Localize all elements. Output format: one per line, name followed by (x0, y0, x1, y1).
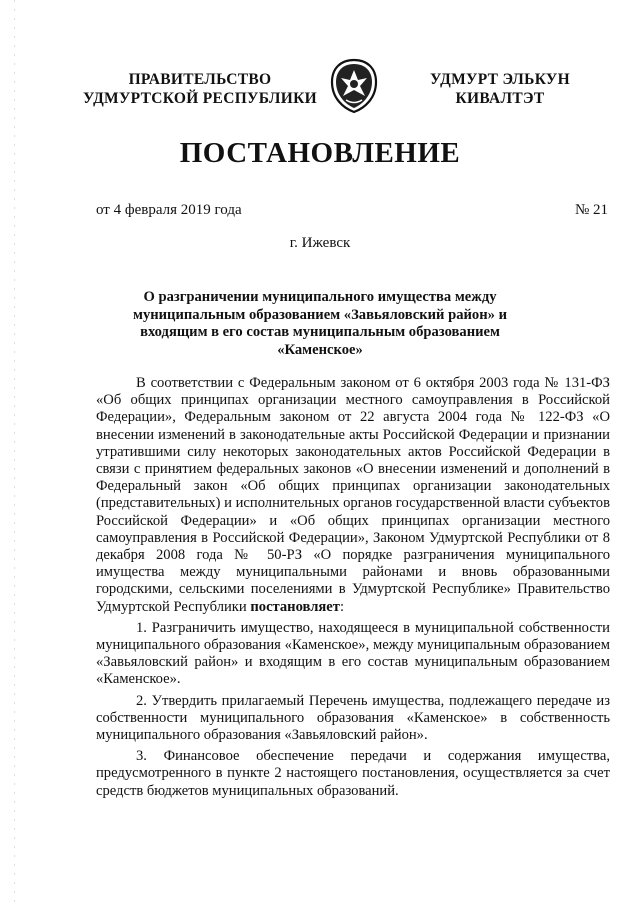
document-number: № 21 (574, 202, 608, 218)
document-date: от 4 февраля 2019 года (96, 202, 242, 218)
document-type-heading: ПОСТАНОВЛЕНИЕ (179, 137, 461, 169)
header-right-block (420, 70, 580, 108)
header-right-line1: УДМУРТ ЭЛЬКУН (430, 71, 570, 88)
item-1-paragraph: 1. Разграничить имущество, находящееся в муниципальной собственности муниципального образования «Каменское», между муниципальным образованием «Завьяловский район» и входящим в его состав муниципальным образованием «Каменское». (96, 619, 610, 688)
resolves-keyword: постановляет (250, 598, 340, 615)
header-left-block (82, 70, 318, 108)
header-left-line2: УДМУРТСКОЙ РЕСПУБЛИКИ (82, 90, 317, 107)
udmurt-coat-of-arms-icon (329, 58, 379, 114)
header-left-line1: ПРАВИТЕЛЬСТВО (128, 71, 272, 88)
document-title: О разграничении муниципального имущества между муниципальным образованием «Завьяловский район» и входящим в его состав муниципальным образованием «Каменское» (133, 289, 507, 358)
preamble-paragraph (96, 375, 610, 616)
document-body (96, 375, 610, 804)
resolves-suffix: : (339, 598, 345, 615)
preamble-text: В соответствии с Федеральным законом от 6 октября 2003 года № 131-ФЗ «Об общих принципах организации местного самоуправления в Российской Федерации», Федеральным законом от 22 августа 2004 года № 122-ФЗ «О внесении изменений в законодательные акты Российской Федерации и признании утратившими силу некоторых законодательных актов Российской Федерации в связи с принятием федеральных законов «О внесении изменений и дополнений в Федеральный закон «Об общих принципах организации законодательных (представительных) и исполнительных органов государственной власти субъектов Российской Федерации» и «Об общих принципах организации местного самоуправления в Российской Федерации», Законом Удмуртской Республики от 8 декабря 2008 года № 50-РЗ «О порядке разграничения муниципального имущества между муниципальными районами и вновь образованными городскими, сельскими поселениями в Удмуртской Республике» Правительство Удмуртской Республики (96, 375, 610, 615)
item-2-paragraph: 2. Утвердить прилагаемый Перечень имущества, подлежащего передаче из собственности муниципального образования «Каменское» в собственность муниципального образования «Завьяловский район». (96, 692, 610, 744)
item-3-paragraph: 3. Финансовое обеспечение передачи и содержания имущества, предусмотренного в пункте 2 настоящего постановления, осуществляется за счет средств бюджетов муниципальных образований. (96, 748, 610, 799)
scan-binder-edge (14, 0, 15, 905)
document-city: г. Ижевск (289, 235, 351, 251)
header-right-line2: КИВАЛТЭТ (455, 90, 545, 107)
